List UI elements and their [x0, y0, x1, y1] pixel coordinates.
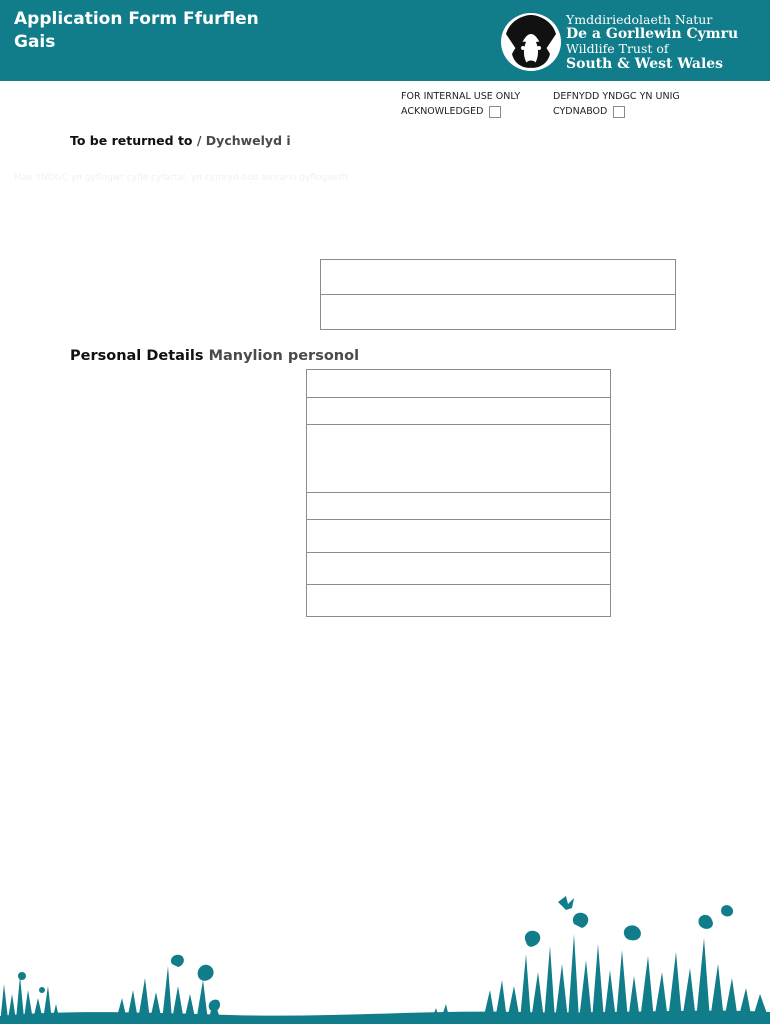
- internal-use-welsh: [553, 89, 680, 119]
- acknowledged-row-en: [401, 104, 520, 119]
- personal-details-table: [306, 369, 611, 617]
- internal-use-english: [401, 89, 520, 119]
- personal-field-7[interactable]: [307, 585, 610, 616]
- logo-line-2: De a Gorllewin Cymru: [566, 26, 739, 42]
- page-title: [14, 8, 314, 54]
- header-banner: [0, 0, 770, 81]
- trust-logo-text: [566, 12, 738, 72]
- personal-field-1[interactable]: [307, 370, 610, 398]
- title-line-1: Application Form Ffurflen: [14, 9, 259, 29]
- cydnabod-row: [553, 104, 680, 119]
- faint-note: Mae YNDGC yn gyflogwr cyfle cyfartal, yn cymryd bob amrario gyflogaeth: [14, 173, 348, 183]
- meadow-illustration: [0, 894, 770, 1024]
- personal-details-welsh: Manylion personol: [208, 348, 360, 364]
- acknowledged-label: ACKNOWLEDGED: [401, 106, 484, 117]
- personal-field-6[interactable]: [307, 553, 610, 585]
- logo-line-1: Ymddiriedolaeth Natur: [566, 12, 713, 27]
- personal-details-english: Personal Details: [70, 348, 204, 364]
- logo-line-3: Wildlife Trust of: [566, 41, 669, 56]
- personal-details-heading: [70, 348, 359, 364]
- return-address-box: [320, 259, 676, 330]
- internal-use-heading-cy: DEFNYDD YNDGC YN UNIG: [553, 91, 680, 102]
- return-to-welsh: / Dychwelyd i: [196, 133, 291, 148]
- cydnabod-label: CYDNABOD: [553, 106, 608, 117]
- return-to-english: To be returned to: [70, 133, 193, 148]
- acknowledged-checkbox[interactable]: [489, 106, 501, 118]
- return-address-field-1[interactable]: [321, 260, 675, 295]
- personal-field-2[interactable]: [307, 398, 610, 425]
- badger-logo-icon: [500, 12, 562, 72]
- personal-field-5[interactable]: [307, 520, 610, 553]
- personal-field-address[interactable]: [307, 425, 610, 493]
- internal-use-heading-en: FOR INTERNAL USE ONLY: [401, 91, 521, 102]
- personal-field-4[interactable]: [307, 493, 610, 520]
- return-address-field-2[interactable]: [321, 295, 675, 329]
- return-to-heading: [70, 133, 291, 148]
- title-line-2: Gais: [14, 32, 56, 52]
- cydnabod-checkbox[interactable]: [613, 106, 625, 118]
- logo-line-4: South & West Wales: [566, 56, 724, 72]
